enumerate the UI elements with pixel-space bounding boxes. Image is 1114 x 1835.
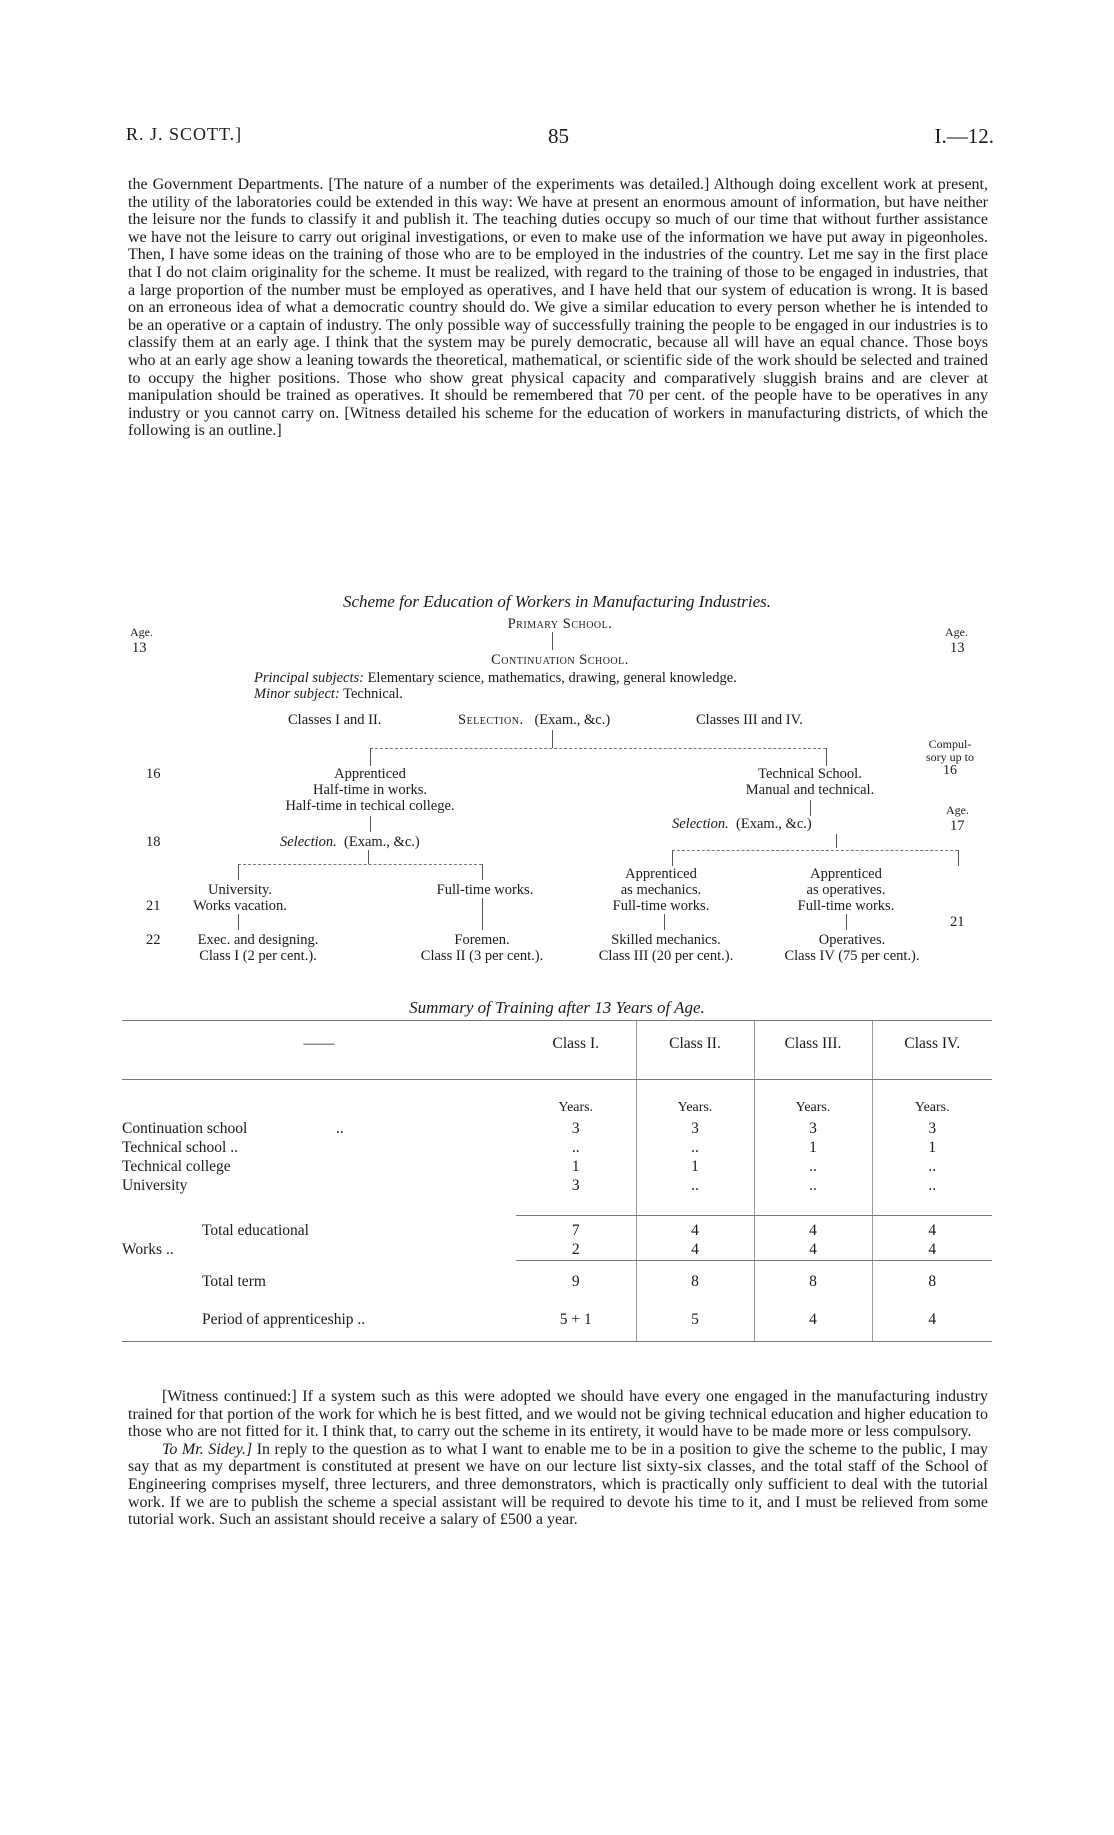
university-line: Works vacation.: [193, 898, 287, 914]
spacer-row: [122, 1196, 992, 1216]
row-label: Total educational: [202, 1221, 309, 1239]
classes-left: Classes I and II.: [288, 712, 382, 728]
apprenticed-block: [250, 766, 490, 814]
mech-line: Apprenticed: [625, 866, 697, 882]
row-label: Technical school ..: [122, 1139, 238, 1156]
summary-title: Summary of Training after 13 Years of Age.: [409, 998, 705, 1017]
header-author: R. J. SCOTT.]: [126, 124, 243, 144]
unit-label: Years.: [754, 1080, 872, 1121]
age-16: 16: [146, 766, 161, 782]
compulsory-line: 16: [943, 763, 957, 778]
cell: 4: [872, 1301, 992, 1342]
connector: [370, 748, 371, 766]
row-label: [122, 1120, 516, 1139]
age-13-left: 13: [132, 640, 147, 656]
technical-school-block: [690, 766, 930, 798]
university-block: [170, 882, 310, 914]
cell: 4: [872, 1216, 992, 1242]
operatives-line: Class IV (75 per cent.).: [784, 948, 920, 964]
cell: 1: [571, 1158, 580, 1175]
selection3-label: Selection.: [672, 816, 729, 832]
table-row: [122, 1261, 992, 1301]
skilled-line: Class III (20 per cent.).: [598, 948, 734, 964]
cell: ..: [872, 1177, 992, 1196]
cell: 1: [754, 1139, 872, 1158]
table-row: [122, 1301, 992, 1342]
principal-text: Elementary science, mathematics, drawing, general knowledge.: [367, 670, 737, 686]
branch-line: [238, 864, 482, 865]
table-row: [122, 1139, 992, 1158]
apprenticed-mechanics: [586, 866, 736, 914]
table-row: [122, 1120, 992, 1139]
col-header: Class I.: [516, 1021, 636, 1080]
cell: ..: [571, 1139, 580, 1156]
unit-label: Years.: [636, 1080, 754, 1121]
skilled-line: Skilled mechanics.: [611, 932, 721, 948]
connector: [368, 850, 369, 864]
principal-label: Principal subjects:: [254, 670, 364, 686]
selection-exam: (Exam., &c.): [534, 712, 611, 728]
selection2-label: Selection.: [280, 834, 337, 850]
connector: [238, 914, 239, 930]
exec-line: Class I (2 per cent.).: [199, 948, 317, 964]
connector: [552, 632, 553, 650]
cell: 4: [872, 1241, 992, 1261]
scheme-title: Scheme for Education of Workers in Manufacturing Industries.: [342, 592, 772, 611]
connector: [826, 748, 827, 766]
cell: 3: [872, 1120, 992, 1139]
row-label: Works ..: [122, 1241, 174, 1258]
cell: 4: [636, 1216, 754, 1242]
compulsory-line: Compul-: [928, 737, 972, 751]
foremen-line: Foremen.: [454, 932, 510, 948]
compulsory-line: sory up to: [926, 750, 974, 764]
mech-line: Full-time works.: [612, 898, 710, 914]
oper-line: as operatives.: [806, 882, 886, 898]
oper-line: Full-time works.: [797, 898, 895, 914]
connector: [664, 914, 665, 930]
minor-text: Technical.: [343, 686, 403, 702]
selection2-exam: (Exam., &c.): [344, 834, 420, 850]
connector: [810, 800, 811, 816]
row-label: University: [122, 1177, 188, 1194]
row-label: Period of apprenticeship ..: [122, 1301, 516, 1342]
exec-class: [168, 932, 348, 964]
table-row: [122, 1177, 992, 1196]
continuation-school: Continuation School.: [491, 652, 629, 668]
intro-text: the Government Departments. [The nature of a number of the experiments was detailed.] Although doing excellent work at present, the utility of the laboratories could be extended in this way: We have at present an enormous amount of information, but have neither the leisure nor the funds to classify it and publish it. The teaching duties occupy so much of our time that without further assistance we have not the leisure to carry out original investigations, or even to make use of the information we have put away in pigeonholes. Then, I have some ideas on the training of those who are to be employed in the industries of the country. Let me say in the first place that I do not claim originality for the scheme. It must be realized, with regard to the training of those to be engaged in industries, that a large proportion of the number must be employed as operatives, and I have held that our system of education is wrong. It is based on an erroneous idea of what a democratic country should do. We give a similar education to every person whether he is intended to be an operative or a captain of industry. The only possible way of successfully training the people to be engaged in our industries is to classify them at an early age. I think that the system may be purely democratic, because all will have an equal chance. Those boys who at an early age show a leaning towards the theoretical, mathematical, or scientific side of the work should be selected and trained to occupy the higher positions. Those who show great physical capacity and comparatively sluggish brains and are clever at manipulation should be trained as operatives. It should be remembered that 70 per cent. of the people have to be operatives in any industry or you cannot carry on. [Witness detailed his scheme for the education of workers in manufacturing districts, of which the following is an outline.]: [128, 176, 988, 440]
cell: ..: [636, 1139, 754, 1158]
document-reference: I.—12.: [934, 124, 994, 148]
closing-text: In reply to the question as to what I want to enable me to be in a position to give the scheme to the public, I may say that as my department is constituted at present we have on our lecture list sixty-six classes, and the total staff of the School of Engineering comprises myself, three lecturers, and three demonstrators, which is practically only sufficient to deal with the tutorial work. If we are to publish the scheme a special assistant will be required to devote his time to it, and I must be relieved from some tutorial work. Such an assistant should receive a salary of £500 a year.: [128, 1440, 989, 1529]
cell: 4: [754, 1241, 872, 1261]
connector: [482, 864, 483, 880]
age-13-right: 13: [950, 640, 965, 656]
exec-line: Exec. and designing.: [197, 932, 319, 948]
minor-label: Minor subject:: [254, 686, 340, 702]
cell: 5: [636, 1301, 754, 1342]
selection-3: [672, 816, 812, 832]
fulltime-works: Full-time works.: [436, 882, 534, 898]
table-row: [122, 1241, 992, 1261]
connector: [552, 730, 553, 748]
operatives-line: Operatives.: [818, 932, 886, 948]
unit-label: Years.: [872, 1080, 992, 1121]
col-header: Class II.: [636, 1021, 754, 1080]
cell: 3: [636, 1120, 754, 1139]
selection3-exam: (Exam., &c.): [736, 816, 812, 832]
minor-subject: [254, 686, 403, 702]
stub-header: ——: [122, 1021, 516, 1080]
mech-line: as mechanics.: [620, 882, 702, 898]
foremen-class: [392, 932, 572, 964]
foremen-line: Class II (3 per cent.).: [420, 948, 544, 964]
cell: 1: [636, 1158, 754, 1177]
cell: ..: [636, 1177, 754, 1196]
cell: 3: [571, 1120, 580, 1137]
cell: 8: [754, 1261, 872, 1301]
cell: ..: [872, 1158, 992, 1177]
row-label: Technical college: [122, 1158, 231, 1175]
col-header: Class IV.: [872, 1021, 992, 1080]
age-18: 18: [146, 834, 161, 850]
cell: 4: [754, 1301, 872, 1342]
cell: 3: [754, 1120, 872, 1139]
primary-school: Primary School.: [507, 616, 613, 632]
connector: [370, 816, 371, 832]
principal-subjects: [254, 670, 737, 686]
cell: 8: [872, 1261, 992, 1301]
connector: [238, 864, 239, 880]
age-21-right: 21: [950, 914, 965, 930]
age-label-right-2: Age.: [946, 803, 969, 817]
cell: 1: [872, 1139, 992, 1158]
cell: ..: [754, 1158, 872, 1177]
row-label: Total term: [202, 1272, 266, 1290]
age-22: 22: [146, 932, 161, 948]
skilled-class: [576, 932, 756, 964]
intro-paragraph: [128, 176, 988, 440]
selection-2: [280, 834, 420, 850]
cell: 8: [636, 1261, 754, 1301]
cell: 5 + 1: [516, 1301, 636, 1342]
technical-line: Manual and technical.: [745, 782, 875, 798]
cell: ..: [754, 1177, 872, 1196]
cell: 3: [571, 1177, 580, 1194]
table-header-row: [122, 1021, 992, 1080]
apprenticed-line: Apprenticed: [334, 766, 406, 782]
apprenticed-line: Half-time in works.: [313, 782, 427, 798]
closing-paragraph-1: [Witness continued:] If a system such as this were adopted we should have every one engaged in the manufacturing industry trained for that portion of the work for which he is best fitted, and we would not be giving technical education and higher education to those who are not fitted for it. I think that, to carry out the scheme in its entirety, it would have to be made more or less compulsory.: [128, 1388, 988, 1441]
row-label-text: Continuation school: [122, 1120, 248, 1137]
apprenticed-operatives: [766, 866, 926, 914]
unit-row: [122, 1080, 992, 1121]
branch-line: [672, 850, 958, 851]
operatives-class: [762, 932, 942, 964]
connector: [836, 834, 837, 848]
oper-line: Apprenticed: [810, 866, 882, 882]
apprenticed-line: Half-time in techical college.: [285, 798, 455, 814]
closing-paragraphs: [128, 1388, 988, 1529]
cell: 4: [636, 1241, 754, 1261]
connector: [672, 850, 673, 866]
table-row: [122, 1216, 992, 1242]
page-number: 85: [548, 124, 569, 148]
branch-line: [370, 748, 826, 749]
cell: 7: [571, 1222, 580, 1239]
cell: 2: [516, 1241, 636, 1261]
unit-label: Years.: [558, 1100, 594, 1115]
age-21-left: 21: [146, 898, 161, 914]
connector: [958, 850, 959, 866]
closing-lead: To Mr. Sidey.]: [162, 1440, 253, 1458]
university-line: University.: [208, 882, 272, 898]
connector: [482, 898, 483, 930]
cell: 4: [754, 1216, 872, 1242]
summary-table: [122, 1020, 992, 1342]
classes-right: Classes III and IV.: [696, 712, 803, 728]
selection-label: Selection.: [458, 712, 524, 728]
connector: [846, 914, 847, 930]
technical-line: Technical School.: [758, 766, 862, 782]
leader-dots: ..: [336, 1120, 344, 1137]
cell: 9: [571, 1273, 580, 1290]
age-label-left: Age.: [130, 625, 153, 639]
selection-row: [458, 712, 610, 728]
col-header: Class III.: [754, 1021, 872, 1080]
closing-paragraph-2: [128, 1441, 988, 1529]
age-17: 17: [950, 818, 965, 834]
age-label-right: Age.: [945, 625, 968, 639]
table-row: [122, 1158, 992, 1177]
